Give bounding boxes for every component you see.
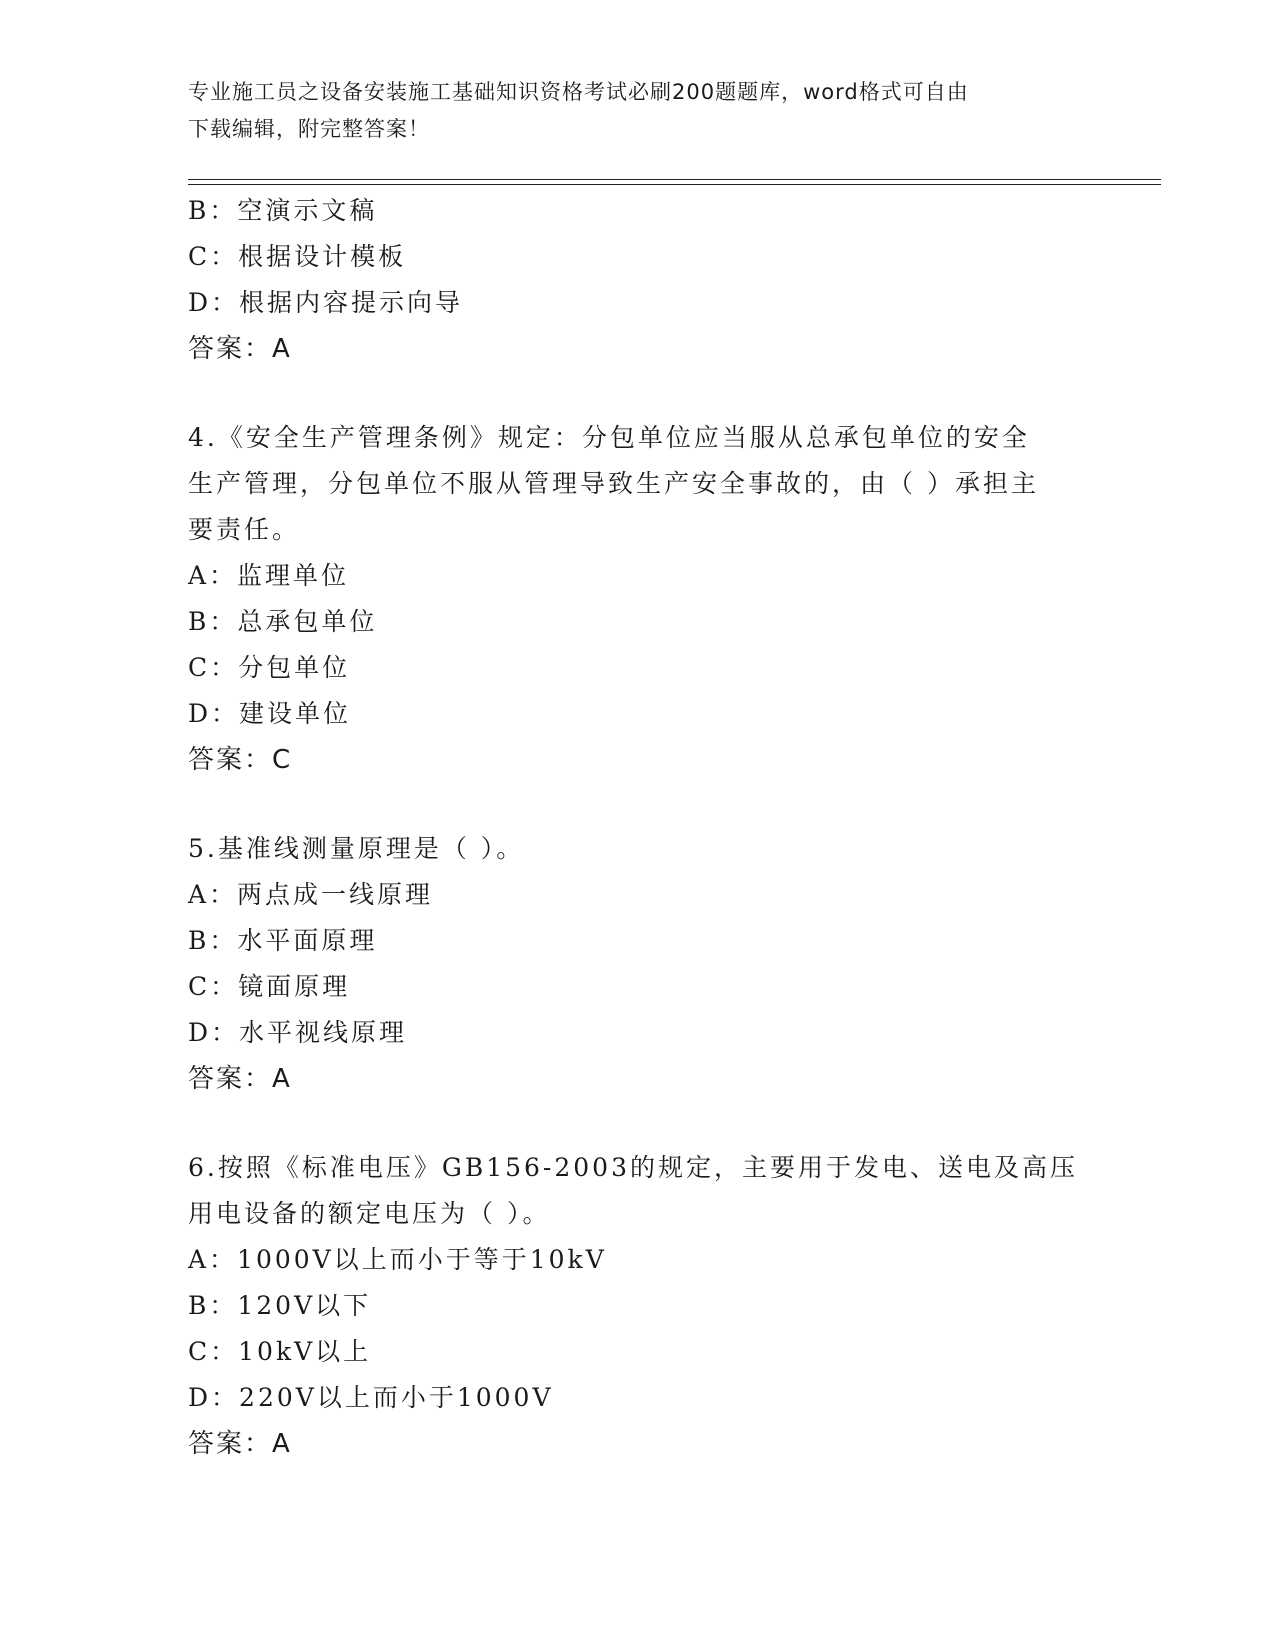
option-b: B：总承包单位 (188, 607, 378, 636)
option-b: B：空演示文稿 (188, 196, 378, 225)
option-d: D：根据内容提示向导 (188, 288, 464, 317)
option-c: C：镜面原理 (188, 972, 351, 1001)
document-header (188, 74, 1068, 148)
header-divider-bottom (188, 184, 1161, 185)
question-block-5 (188, 826, 1088, 1102)
header-divider-top (188, 179, 1161, 180)
option-d: D：建设单位 (188, 699, 352, 728)
answer-line: 答案：C (188, 745, 293, 775)
answer-line: 答案：A (188, 334, 292, 364)
question-text-line: 用电设备的额定电压为（ ）。 (188, 1199, 551, 1228)
answer-line: 答案：A (188, 1429, 292, 1459)
question-block-3 (188, 188, 1088, 372)
option-b: B：120V以下 (188, 1291, 372, 1320)
option-c: C：10kV以上 (188, 1337, 372, 1366)
question-text-line: 4.《安全生产管理条例》规定：分包单位应当服从总承包单位的安全 (188, 423, 1030, 452)
option-c: C：分包单位 (188, 653, 351, 682)
option-b: B：水平面原理 (188, 926, 378, 955)
option-c: C：根据设计模板 (188, 242, 407, 271)
question-text-line: 生产管理，分包单位不服从管理导致生产安全事故的，由（ ）承担主 (188, 469, 1039, 498)
question-text-line: 5.基准线测量原理是（ ）。 (188, 834, 525, 863)
option-d: D：水平视线原理 (188, 1018, 408, 1047)
option-a: A：两点成一线原理 (188, 880, 434, 909)
header-title-line-2: 下载编辑，附完整答案！ (188, 117, 430, 141)
option-a: A：监理单位 (188, 561, 350, 590)
question-text-line: 6.按照《标准电压》GB156-2003的规定，主要用于发电、送电及高压 (188, 1153, 1078, 1182)
answer-line: 答案：A (188, 1064, 292, 1094)
option-d: D：220V以上而小于1000V (188, 1383, 554, 1412)
header-title-line-1: 专业施工员之设备安装施工基础知识资格考试必刷200题题库，word格式可自由 (188, 80, 969, 104)
option-a: A：1000V以上而小于等于10kV (188, 1245, 607, 1274)
question-block-4 (188, 415, 1088, 783)
question-list (188, 188, 1088, 1467)
question-text-line: 要责任。 (188, 515, 301, 544)
question-block-6 (188, 1145, 1088, 1467)
